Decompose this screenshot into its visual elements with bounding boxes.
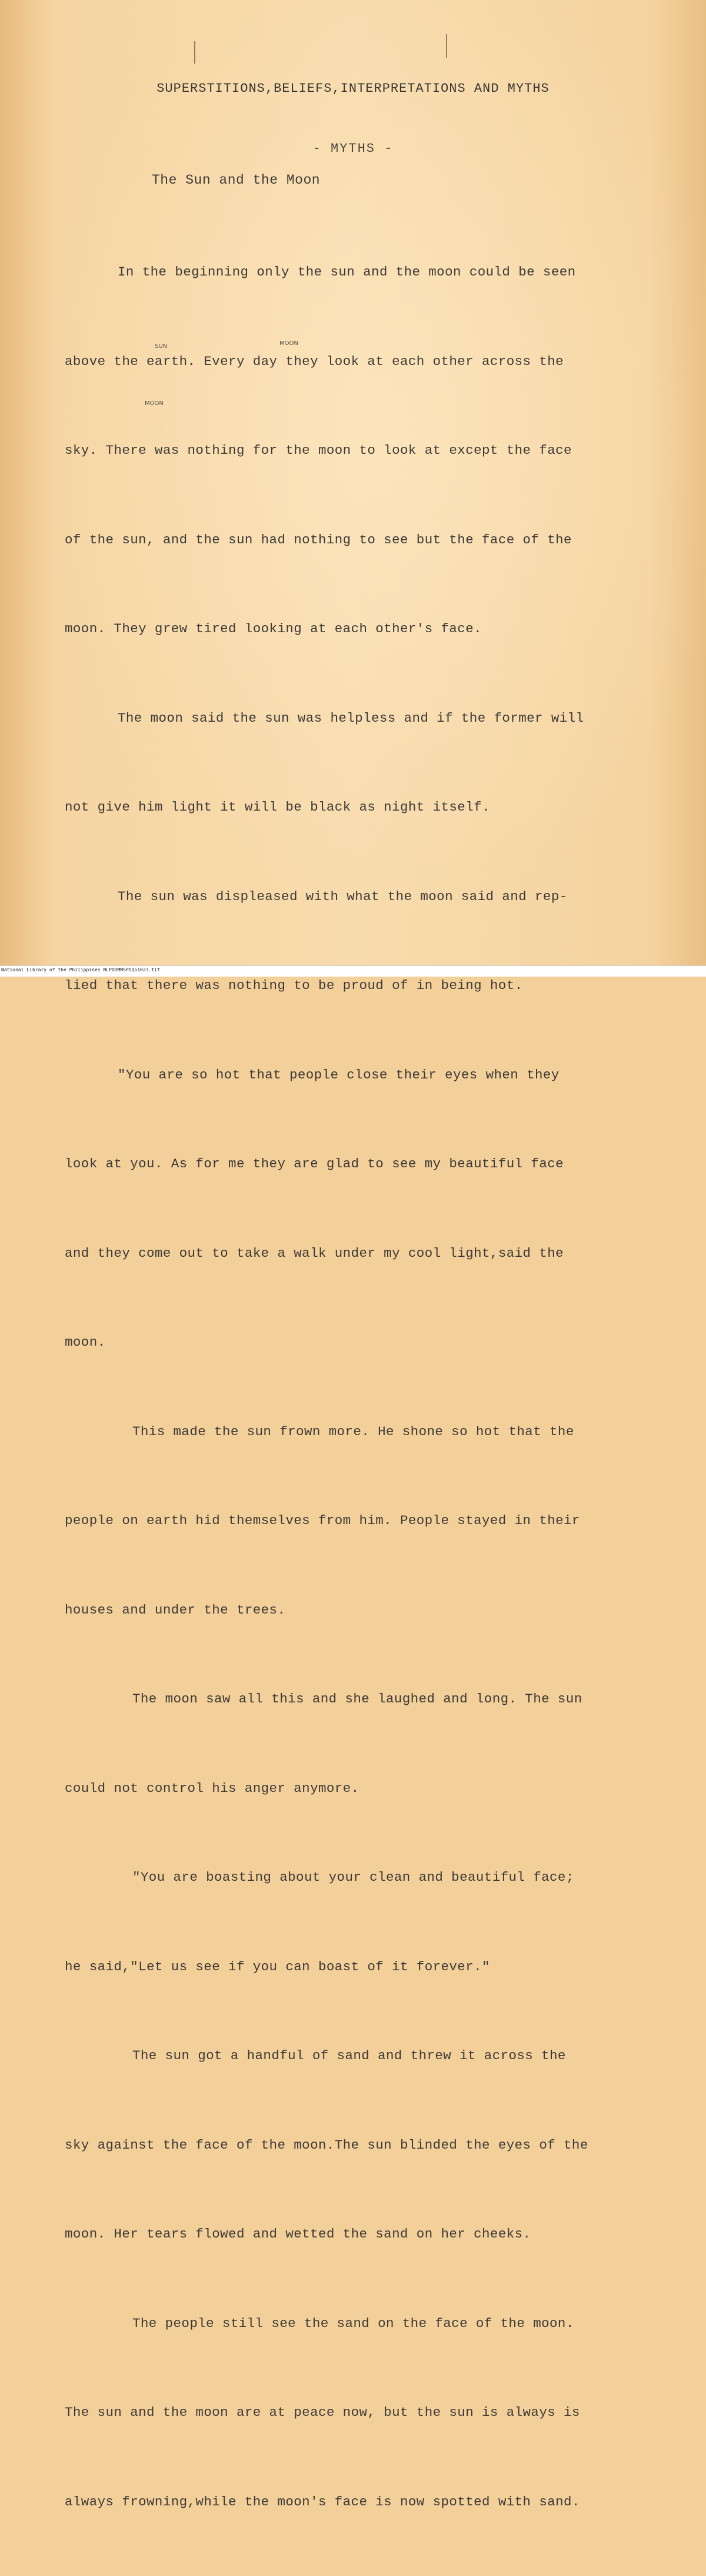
text-line: he said,"Let us see if you can boast of it forever." xyxy=(65,1958,490,1974)
staple-mark-right xyxy=(446,34,447,58)
text-line: "You are so hot that people close their eyes when they xyxy=(118,1067,560,1083)
text-line: The sun was displeased with what the moon said and rep- xyxy=(118,888,568,904)
text-line: The moon said the sun was helpless and if the former will xyxy=(118,710,584,726)
text-line: moon. They grew tired looking at each other's face. xyxy=(65,621,482,636)
text-line: sky. There was nothing for the moon to look at except the face xyxy=(65,443,572,458)
text-line: "You are boasting about your clean and beautiful face; xyxy=(132,1870,574,1885)
text-line: not give him light it will be black as night itself. xyxy=(65,799,490,815)
scan-footer xyxy=(0,965,706,977)
scan-footer-text: National Library of the Philippines NLPOOMMSPOQ51023.tif xyxy=(1,967,160,972)
text-line: In the beginning only the sun and the moon could be seen xyxy=(118,264,576,280)
text-line: The moon saw all this and she laughed and long. The sun xyxy=(132,1691,582,1707)
story-body xyxy=(65,198,659,2576)
text-line: above the earth. Every day they look at each other across the xyxy=(65,353,564,369)
text-line: look at you. As for me they are glad to see my beautiful face xyxy=(65,1156,564,1171)
text-line: moon. xyxy=(65,1335,106,1350)
text-line: of the sun, and the sun had nothing to see but the face of the xyxy=(65,532,572,547)
text-line: and they come out to take a walk under my cool light,said the xyxy=(65,1245,564,1261)
text-line: always frowning,while the moon's face is now spotted with sand. xyxy=(65,2494,580,2509)
text-line: lied that there was nothing to be proud of in being hot. xyxy=(65,978,523,993)
text-line: houses and under the trees. xyxy=(65,1602,286,1618)
text-line: The people still see the sand on the face of the moon. xyxy=(132,2315,574,2331)
text-line: could not control his anger anymore. xyxy=(65,1780,359,1796)
text-line: The sun and the moon are at peace now, but the sun is always is xyxy=(65,2405,580,2420)
text-line: people on earth hid themselves from him. People stayed in their xyxy=(65,1513,580,1528)
handwritten-note-sun: SUN xyxy=(155,343,168,350)
text-line: moon. Her tears flowed and wetted the sand on her cheeks. xyxy=(65,2226,531,2242)
text-line: The sun got a handful of sand and threw it across the xyxy=(132,2048,566,2063)
section-heading: - MYTHS - xyxy=(312,141,394,156)
text-line: sky against the face of the moon.The sun blinded the eyes of the xyxy=(65,2137,588,2153)
staple-mark-left xyxy=(194,41,195,64)
story-title: The Sun and the Moon xyxy=(152,172,321,188)
document-title: SUPERSTITIONS,BELIEFS,INTERPRETATIONS AND MYTHS xyxy=(156,81,550,96)
handwritten-note-moon-1: MOON xyxy=(279,340,298,347)
handwritten-note-moon-2: MOON xyxy=(145,400,164,407)
text-line: This made the sun frown more. He shone so hot that the xyxy=(132,1423,574,1439)
